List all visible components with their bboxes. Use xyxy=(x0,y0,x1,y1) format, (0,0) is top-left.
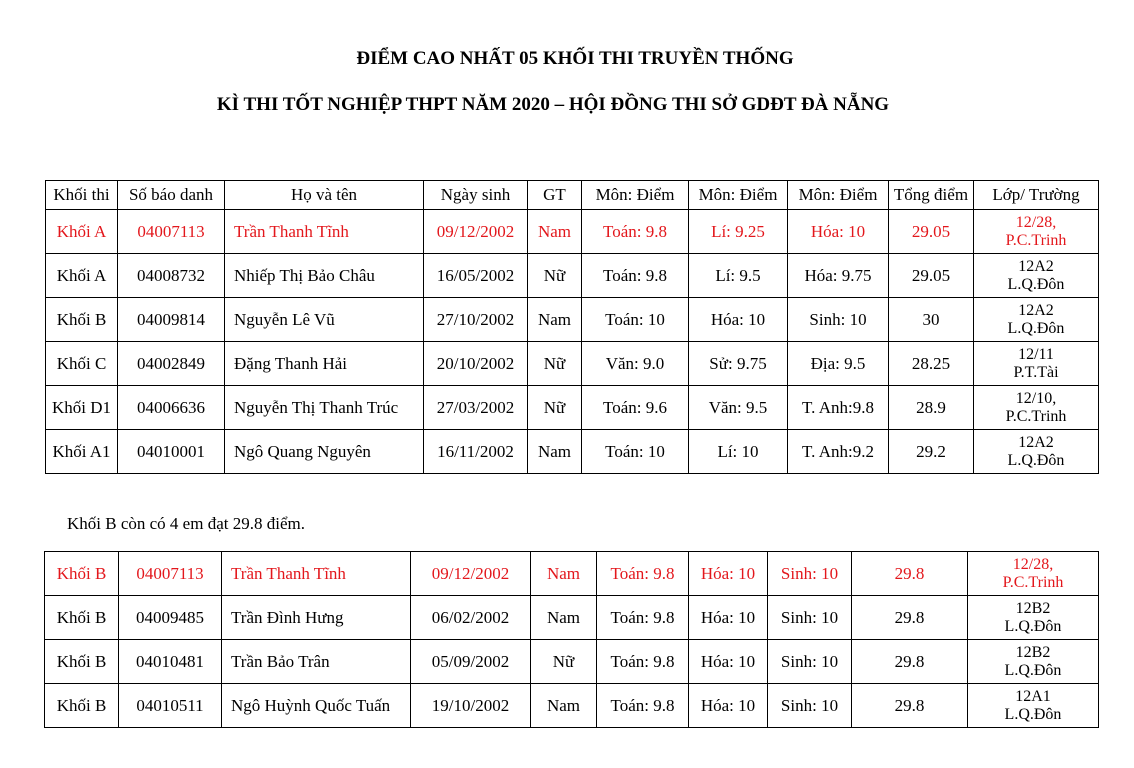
block-cell: Khối B xyxy=(45,684,119,728)
table-row xyxy=(45,552,1099,596)
subject1-cell: Văn: 9.0 xyxy=(582,342,689,386)
gender-cell: Nam xyxy=(531,552,597,596)
class-label: 12/11 xyxy=(1018,345,1054,363)
table-row xyxy=(46,430,1099,474)
class-school-cell xyxy=(968,640,1099,684)
birthdate-cell: 27/10/2002 xyxy=(424,298,528,342)
block-cell: Khối A xyxy=(46,254,118,298)
class-school-cell xyxy=(968,596,1099,640)
gender-cell: Nữ xyxy=(528,386,582,430)
subject3-cell: Sinh: 10 xyxy=(768,640,852,684)
gender-cell: Nữ xyxy=(531,640,597,684)
school-label: L.Q.Đôn xyxy=(1004,661,1062,679)
note-text: Khối B còn có 4 em đạt 29.8 điểm. xyxy=(67,514,305,533)
block-cell: Khối B xyxy=(46,298,118,342)
class-school-cell xyxy=(968,552,1099,596)
gender-cell: Nữ xyxy=(528,254,582,298)
birthdate-cell: 06/02/2002 xyxy=(411,596,531,640)
subject1-cell: Toán: 10 xyxy=(582,298,689,342)
table-row xyxy=(45,640,1099,684)
candidate-number-cell: 04002849 xyxy=(118,342,225,386)
class-school-cell xyxy=(974,298,1099,342)
candidate-number-cell: 04010481 xyxy=(119,640,222,684)
class-label: 12/28, xyxy=(1012,555,1054,573)
class-label: 12/28, xyxy=(1015,213,1057,231)
birthdate-cell: 09/12/2002 xyxy=(411,552,531,596)
birthdate-cell: 27/03/2002 xyxy=(424,386,528,430)
class-label: 12B2 xyxy=(1015,599,1051,617)
school-label: P.T.Tài xyxy=(1013,363,1059,381)
total-cell: 29.8 xyxy=(852,552,968,596)
school-label: L.Q.Đôn xyxy=(1007,275,1065,293)
total-cell: 29.8 xyxy=(852,640,968,684)
table-row xyxy=(46,254,1099,298)
birthdate-cell: 05/09/2002 xyxy=(411,640,531,684)
document-subtitle: KÌ THI TỐT NGHIỆP THPT NĂM 2020 – HỘI ĐỒNG THI SỞ GDĐT ĐÀ NẴNG xyxy=(216,94,890,115)
school-label: L.Q.Đôn xyxy=(1007,451,1065,469)
header-cell: Họ và tên xyxy=(225,181,424,210)
header-cell: Tổng điểm xyxy=(889,181,974,210)
class-label: 12A1 xyxy=(1015,687,1051,705)
table-row xyxy=(45,684,1099,728)
name-cell: Trần Thanh Tĩnh xyxy=(222,552,411,596)
block-cell: Khối B xyxy=(45,640,119,684)
gender-cell: Nam xyxy=(528,210,582,254)
block-cell: Khối B xyxy=(45,596,119,640)
class-label: 12A2 xyxy=(1018,433,1054,451)
document-title: ĐIỂM CAO NHẤT 05 KHỐI THI TRUYỀN THỐNG xyxy=(356,48,794,69)
class-label: 12/10, xyxy=(1015,389,1057,407)
subject3-cell: T. Anh:9.2 xyxy=(788,430,889,474)
subject3-cell: Hóa: 10 xyxy=(788,210,889,254)
name-cell: Trần Thanh Tĩnh xyxy=(225,210,424,254)
class-school-cell xyxy=(974,386,1099,430)
name-cell: Đặng Thanh Hải xyxy=(225,342,424,386)
birthdate-cell: 16/11/2002 xyxy=(424,430,528,474)
class-label: 12B2 xyxy=(1015,643,1051,661)
subject2-cell: Hóa: 10 xyxy=(689,298,788,342)
name-cell: Nguyễn Lê Vũ xyxy=(225,298,424,342)
header-cell: Số báo danh xyxy=(118,181,225,210)
subject3-cell: Hóa: 9.75 xyxy=(788,254,889,298)
subject2-cell: Sử: 9.75 xyxy=(689,342,788,386)
candidate-number-cell: 04007113 xyxy=(118,210,225,254)
subject1-cell: Toán: 9.6 xyxy=(582,386,689,430)
block-cell: Khối D1 xyxy=(46,386,118,430)
subject2-cell: Hóa: 10 xyxy=(689,684,768,728)
school-label: P.C.Trinh xyxy=(1005,407,1067,425)
subject2-cell: Lí: 10 xyxy=(689,430,788,474)
gender-cell: Nam xyxy=(528,430,582,474)
name-cell: Nhiếp Thị Bảo Châu xyxy=(225,254,424,298)
subject1-cell: Toán: 9.8 xyxy=(597,684,689,728)
header-cell: Ngày sinh xyxy=(424,181,528,210)
subject1-cell: Toán: 9.8 xyxy=(597,596,689,640)
name-cell: Ngô Quang Nguyên xyxy=(225,430,424,474)
block-b-table xyxy=(44,551,1099,728)
candidate-number-cell: 04010511 xyxy=(119,684,222,728)
block-cell: Khối A xyxy=(46,210,118,254)
class-school-cell xyxy=(968,684,1099,728)
block-cell: Khối B xyxy=(45,552,119,596)
subject2-cell: Lí: 9.5 xyxy=(689,254,788,298)
gender-cell: Nữ xyxy=(528,342,582,386)
candidate-number-cell: 04006636 xyxy=(118,386,225,430)
class-school-cell xyxy=(974,342,1099,386)
class-school-cell xyxy=(974,254,1099,298)
school-label: P.C.Trinh xyxy=(1005,231,1067,249)
name-cell: Nguyễn Thị Thanh Trúc xyxy=(225,386,424,430)
total-cell: 29.8 xyxy=(852,596,968,640)
header-cell: Môn: Điểm xyxy=(788,181,889,210)
table-row xyxy=(46,298,1099,342)
block-cell: Khối A1 xyxy=(46,430,118,474)
table-row xyxy=(46,342,1099,386)
total-cell: 28.25 xyxy=(889,342,974,386)
table-row xyxy=(45,596,1099,640)
subject2-cell: Hóa: 10 xyxy=(689,552,768,596)
subject1-cell: Toán: 9.8 xyxy=(582,210,689,254)
candidate-number-cell: 04010001 xyxy=(118,430,225,474)
total-cell: 29.8 xyxy=(852,684,968,728)
header-cell: GT xyxy=(528,181,582,210)
gender-cell: Nam xyxy=(531,684,597,728)
birthdate-cell: 19/10/2002 xyxy=(411,684,531,728)
subject1-cell: Toán: 9.8 xyxy=(597,552,689,596)
subject3-cell: Sinh: 10 xyxy=(788,298,889,342)
subject1-cell: Toán: 9.8 xyxy=(597,640,689,684)
subject1-cell: Toán: 10 xyxy=(582,430,689,474)
birthdate-cell: 16/05/2002 xyxy=(424,254,528,298)
total-cell: 29.05 xyxy=(889,210,974,254)
header-cell: Lớp/ Trường xyxy=(974,181,1099,210)
subject3-cell: Sinh: 10 xyxy=(768,552,852,596)
gender-cell: Nam xyxy=(528,298,582,342)
class-school-cell xyxy=(974,210,1099,254)
subject3-cell: Sinh: 10 xyxy=(768,684,852,728)
subject2-cell: Hóa: 10 xyxy=(689,596,768,640)
total-cell: 28.9 xyxy=(889,386,974,430)
top-scores-table xyxy=(45,180,1099,474)
header-cell: Môn: Điểm xyxy=(582,181,689,210)
subject2-cell: Lí: 9.25 xyxy=(689,210,788,254)
subject3-cell: Sinh: 10 xyxy=(768,596,852,640)
header-cell: Khối thi xyxy=(46,181,118,210)
class-label: 12A2 xyxy=(1018,257,1054,275)
total-cell: 29.05 xyxy=(889,254,974,298)
total-cell: 30 xyxy=(889,298,974,342)
table-row xyxy=(46,386,1099,430)
birthdate-cell: 09/12/2002 xyxy=(424,210,528,254)
block-cell: Khối C xyxy=(46,342,118,386)
birthdate-cell: 20/10/2002 xyxy=(424,342,528,386)
school-label: P.C.Trinh xyxy=(1002,573,1064,591)
total-cell: 29.2 xyxy=(889,430,974,474)
school-label: L.Q.Đôn xyxy=(1004,617,1062,635)
candidate-number-cell: 04009814 xyxy=(118,298,225,342)
name-cell: Trần Đình Hưng xyxy=(222,596,411,640)
school-label: L.Q.Đôn xyxy=(1007,319,1065,337)
table-header-row xyxy=(46,181,1099,210)
subject1-cell: Toán: 9.8 xyxy=(582,254,689,298)
candidate-number-cell: 04008732 xyxy=(118,254,225,298)
name-cell: Ngô Huỳnh Quốc Tuấn xyxy=(222,684,411,728)
candidate-number-cell: 04007113 xyxy=(119,552,222,596)
candidate-number-cell: 04009485 xyxy=(119,596,222,640)
school-label: L.Q.Đôn xyxy=(1004,705,1062,723)
subject2-cell: Văn: 9.5 xyxy=(689,386,788,430)
class-label: 12A2 xyxy=(1018,301,1054,319)
gender-cell: Nam xyxy=(531,596,597,640)
subject3-cell: T. Anh:9.8 xyxy=(788,386,889,430)
subject3-cell: Địa: 9.5 xyxy=(788,342,889,386)
name-cell: Trần Bảo Trân xyxy=(222,640,411,684)
subject2-cell: Hóa: 10 xyxy=(689,640,768,684)
header-cell: Môn: Điểm xyxy=(689,181,788,210)
class-school-cell xyxy=(974,430,1099,474)
table-row xyxy=(46,210,1099,254)
